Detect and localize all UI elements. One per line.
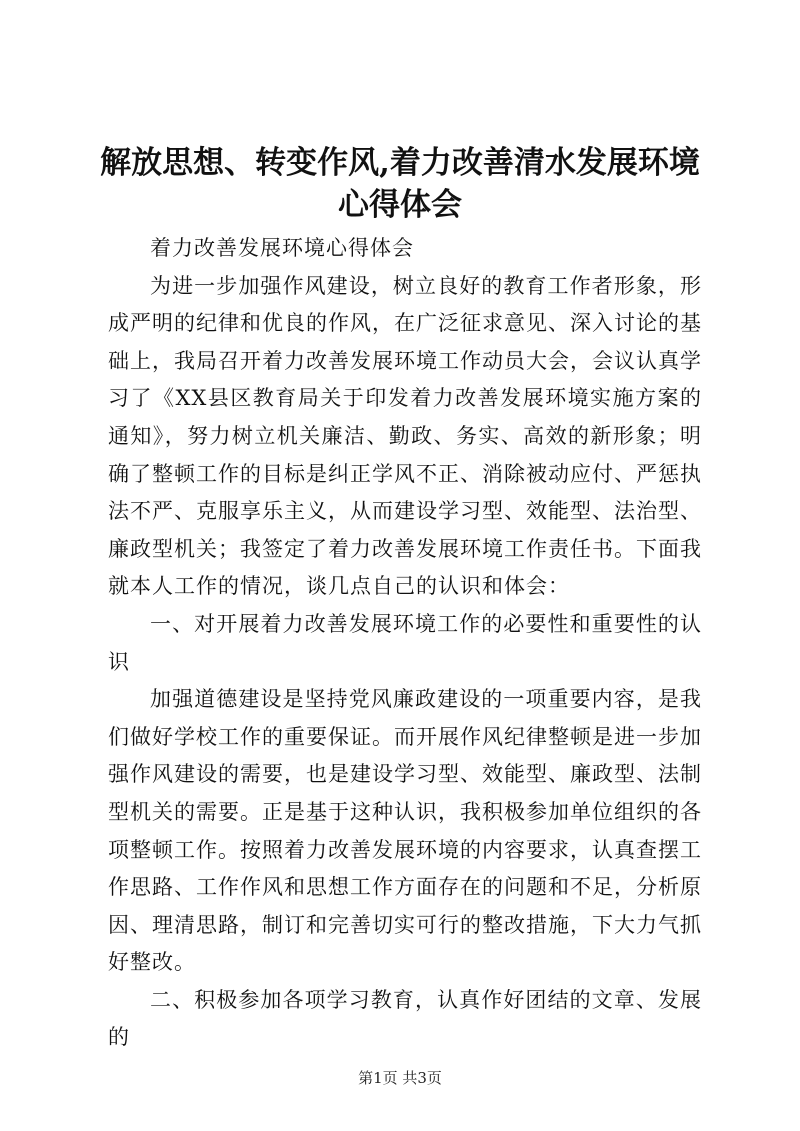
paragraph-heading-1: 一、对开展着力改善发展环境工作的必要性和重要性的认识: [108, 611, 702, 674]
paragraph: 加强道德建设是坚持党风廉政建设的一项重要内容，是我们做好学校工作的重要保证。而开展作风纪律整顿是进一步加强作风建设的需要，也是建设学习型、效能型、廉政型、法制型机关的需要。正是基于这种认识，我积极参加单位组织的各项整顿工作。按照着力改善发展环境的内容要求，认真查摆工作思路、工作作风和思想工作方面存在的问题和不足，分析原因、理清思路，制订和完善切实可行的整改措施，下大力气抓好整改。: [108, 687, 702, 975]
document-body: [108, 230, 702, 1057]
paragraph-subtitle: 着力改善发展环境心得体会: [150, 236, 414, 260]
page-number-footer: 第1页 共3页: [358, 1069, 442, 1087]
document-title: 解放思想、转变作风,着力改善清水发展环境心得体会: [100, 145, 700, 223]
paragraph: 为进一步加强作风建设，树立良好的教育工作者形象，形成严明的纪律和优良的作风，在广泛征求意见、深入讨论的基础上，我局召开着力改善发展环境工作动员大会，会议认真学习了《XX县区教育局关于印发着力改善发展环境实施方案的通知》，努力树立机关廉洁、勤政、务实、高效的新形象；明确了整顿工作的目标是纠正学风不正、消除被动应付、严惩执法不严、克服享乐主义，从而建设学习型、效能型、法治型、廉政型机关；我签定了着力改善发展环境工作责任书。下面我就本人工作的情况，谈几点自己的认识和体会：: [108, 273, 702, 599]
paragraph-heading-2: 二、积极参加各项学习教育，认真作好团结的文章、发展的: [108, 987, 702, 1050]
